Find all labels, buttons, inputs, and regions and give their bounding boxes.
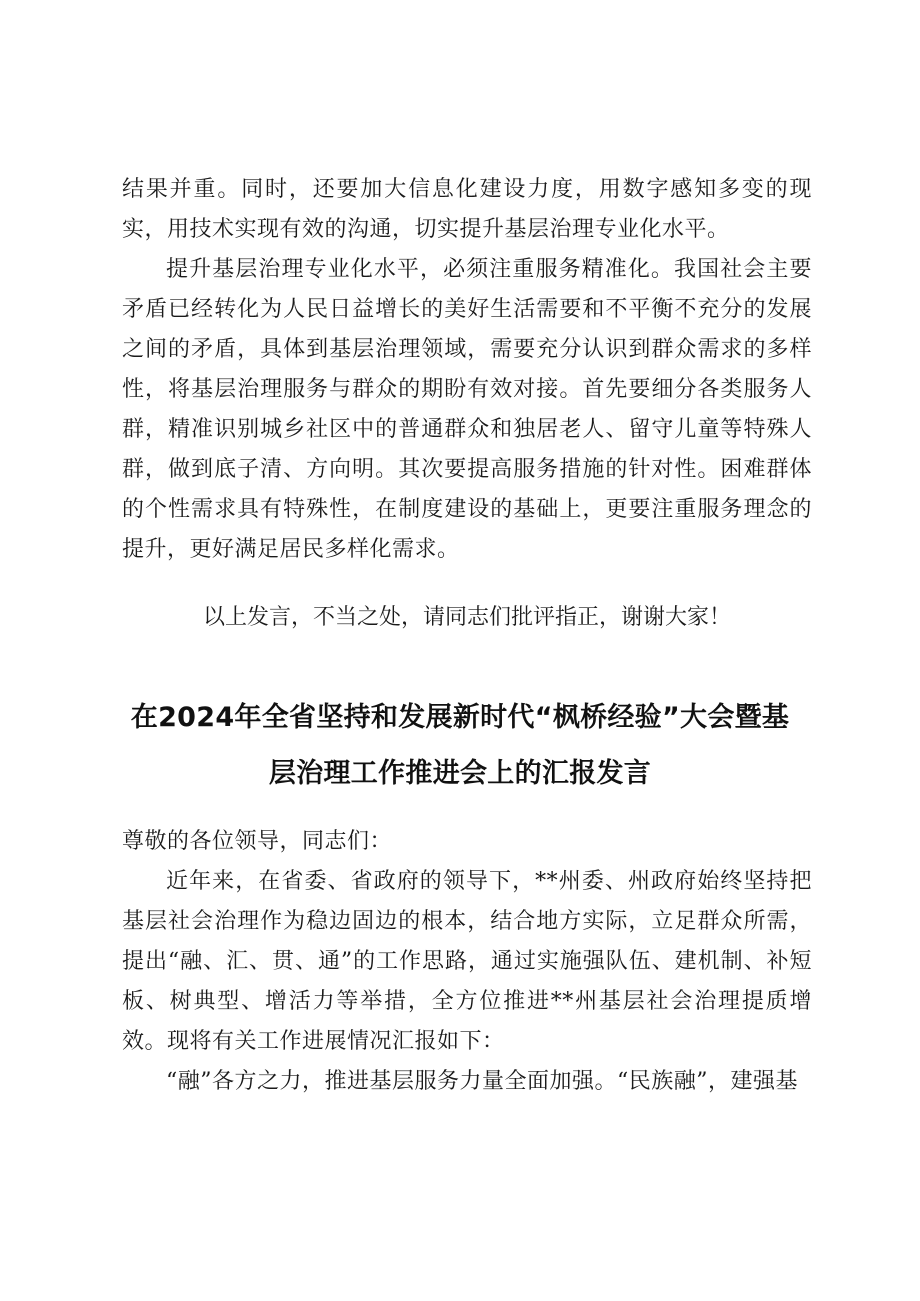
section-title-line-1: 在2024年全省坚持和发展新时代“枫桥经验”大会暨基: [130, 702, 790, 733]
continuation-text: [122, 170, 812, 570]
paragraph-continuation-2: 提升基层治理专业化水平，必须注重服务精准化。我国社会主要矛盾已经转化为人民日益增长的美好生活需要和不平衡不充分的发展之间的矛盾，具体到基层治理领域，需要充分认识到群众需求的多样性，将基层治理服务与群众的期盼有效对接。首先要细分各类服务人群，精准识别城乡社区中的普通群众和独居老人、留守儿童等特殊人群，做到底子清、方向明。其次要提高服务措施的针对性。困难群体的个性需求具有特殊性，在制度建设的基础上，更要注重服务理念的提升，更好满足居民多样化需求。: [122, 257, 812, 562]
paragraph-rong: “融”各方之力，推进基层服务力量全面加强。“民族融”，建强基: [166, 1069, 798, 1094]
new-section-body: [122, 822, 812, 1102]
section-title: [100, 690, 820, 802]
salutation: 尊敬的各位领导，同志们：: [122, 829, 393, 854]
closing-line: 以上发言，不当之处，请同志们批评指正，谢谢大家！: [202, 605, 731, 630]
paragraph-continuation-1: 结果并重。同时，还要加大信息化建设力度，用数字感知多变的现实，用技术实现有效的沟通，切实提升基层治理专业化水平。: [122, 177, 812, 242]
section-title-line-2: 层治理工作推进会上的汇报发言: [268, 758, 652, 789]
paragraph-intro: 近年来，在省委、省政府的领导下，**州委、州政府始终坚持把基层社会治理作为稳边固边的根本，结合地方实际，立足群众所需，提出“融、汇、贯、通”的工作思路，通过实施强队伍、建机制、补短板、树典型、增活力等举措，全方位推进**州基层社会治理提质增效。现将有关工作进展情况汇报如下：: [122, 869, 812, 1054]
